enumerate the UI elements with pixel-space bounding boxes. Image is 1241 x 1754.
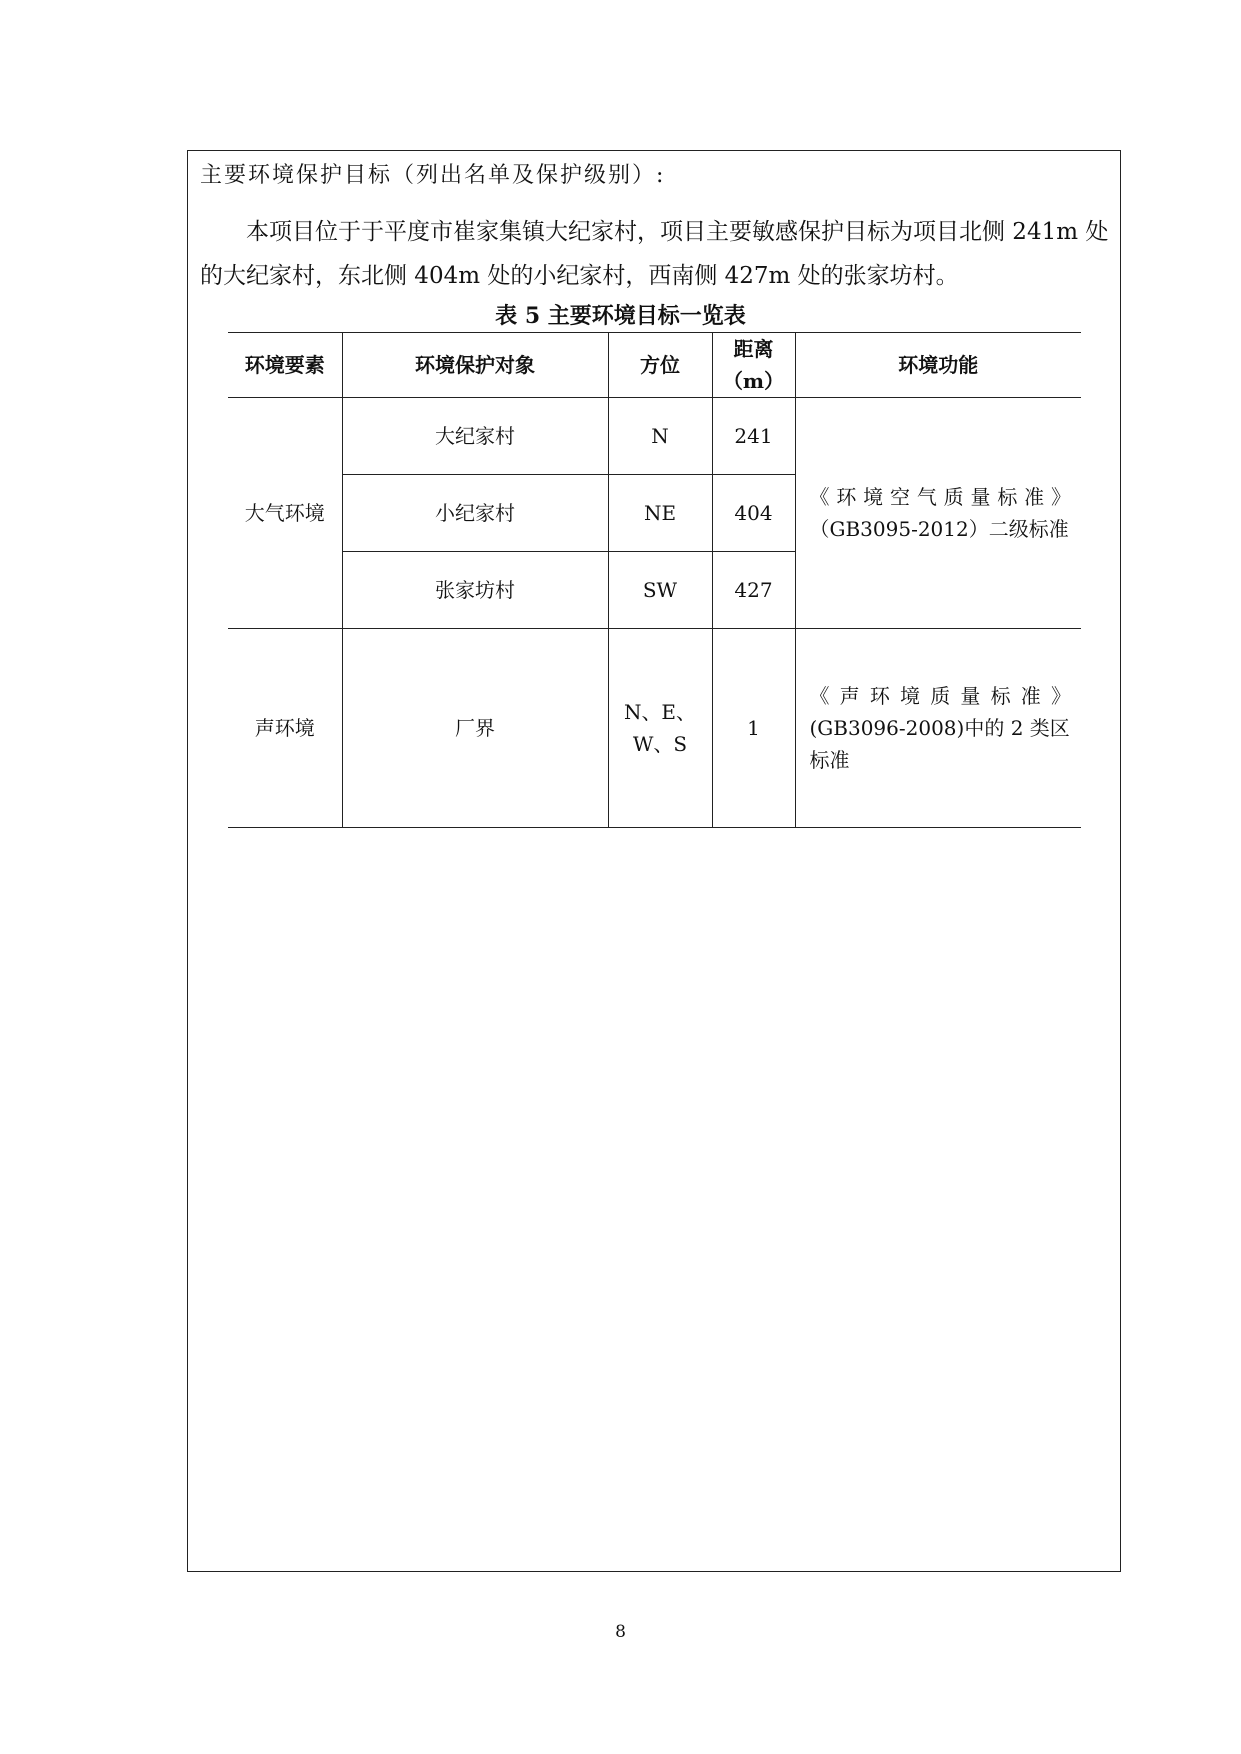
table-title: 表 5 主要环境目标一览表 — [495, 303, 746, 329]
air-direction-cell: SW — [608, 552, 712, 629]
noise-direction-line1: N、E、 — [623, 700, 697, 724]
air-direction-cell: NE — [608, 475, 712, 552]
air-distance-cell: 427 — [712, 552, 795, 629]
noise-function-line3: 标准 — [809, 748, 850, 772]
header-distance-line1: 距离 — [733, 337, 774, 361]
table-header-row — [228, 333, 1081, 398]
air-target-cell: 张家坊村 — [342, 552, 608, 629]
air-target-cell: 小纪家村 — [342, 475, 608, 552]
air-target-cell: 大纪家村 — [342, 398, 608, 475]
noise-direction-line2: W、S — [632, 732, 688, 756]
header-distance-line2: （m） — [722, 369, 785, 393]
air-function-line1: 《环境空气质量标准》 — [809, 485, 1071, 509]
header-target: 环境保护对象 — [342, 333, 608, 398]
noise-function-cell — [795, 629, 1081, 828]
section-heading: 主要环境保护目标（列出名单及保护级别）: — [200, 163, 666, 188]
air-function-cell — [795, 398, 1081, 629]
page-number: 8 — [615, 1622, 626, 1642]
air-distance-cell: 241 — [712, 398, 795, 475]
header-element: 环境要素 — [228, 333, 342, 398]
table-row — [228, 629, 1081, 828]
noise-direction-cell — [608, 629, 712, 828]
header-direction: 方位 — [608, 333, 712, 398]
air-distance-cell: 404 — [712, 475, 795, 552]
air-function-line2: （GB3095-2012）二级标准 — [809, 517, 1069, 541]
paragraph-text: 本项目位于于平度市崔家集镇大纪家村，项目主要敏感保护目标为项目北侧 241m 处的大纪家村，东北侧 404m 处的小纪家村，西南侧 427m 处的张家坊村。 — [200, 219, 1109, 289]
noise-distance-cell: 1 — [712, 629, 795, 828]
environment-target-table — [228, 332, 1081, 828]
table-row — [228, 398, 1081, 475]
noise-element-cell: 声环境 — [228, 629, 342, 828]
header-distance — [712, 333, 795, 398]
intro-paragraph — [200, 210, 1110, 298]
air-element-cell: 大气环境 — [228, 398, 342, 629]
noise-target-cell: 厂界 — [342, 629, 608, 828]
noise-function-line2: (GB3096-2008)中的 2 类区 — [809, 716, 1070, 740]
air-direction-cell: N — [608, 398, 712, 475]
noise-function-line1: 《声环境质量标准》 — [809, 684, 1071, 708]
header-function: 环境功能 — [795, 333, 1081, 398]
